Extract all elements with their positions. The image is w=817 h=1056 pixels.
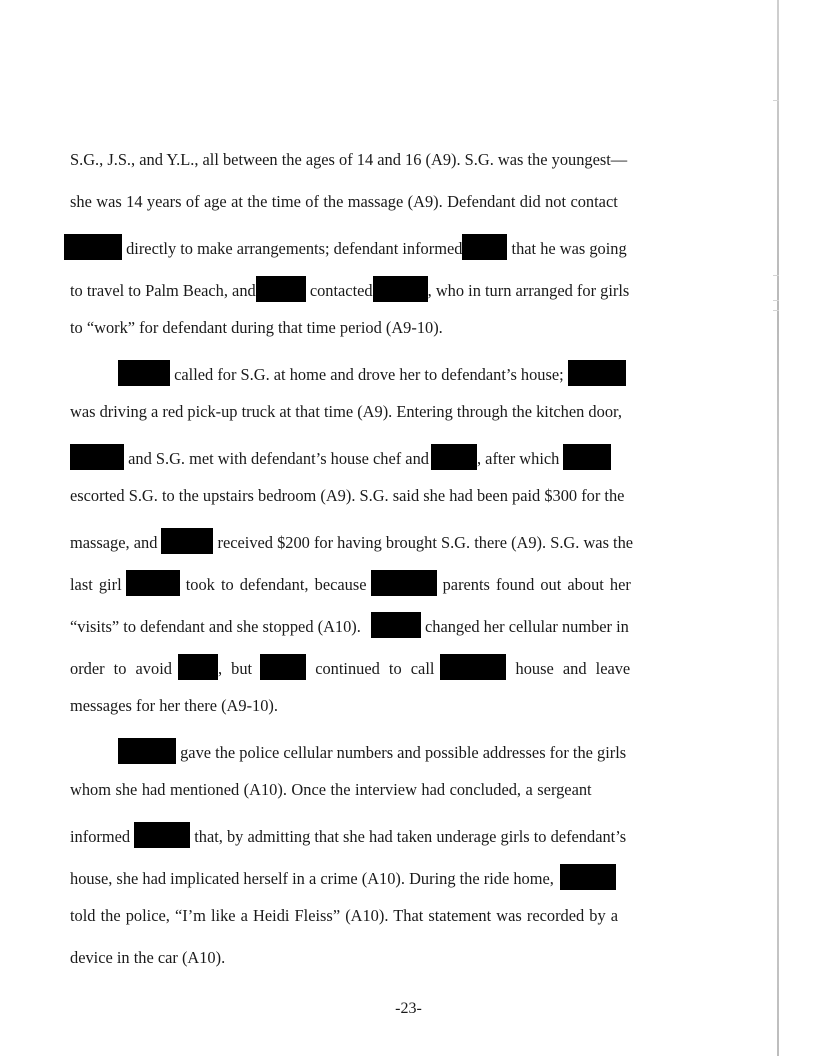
redaction-block — [118, 738, 176, 764]
text-run: whom she had mentioned (A10). Once the interview had concluded, a sergeant — [70, 780, 592, 799]
text-line — [70, 906, 618, 926]
text-run: continued to call — [306, 659, 435, 678]
text-line — [70, 528, 633, 554]
text-line — [70, 486, 624, 506]
text-line — [70, 402, 622, 422]
page-edge-mark — [773, 300, 779, 301]
text-run: parents found out about her — [436, 575, 631, 594]
text-run: directly to make arrangements; defendant informed — [122, 239, 463, 258]
text-run: she was 14 years of age at the time of the massage (A9). Defendant did not contact — [70, 192, 618, 211]
redaction-block — [560, 864, 616, 890]
redaction-block — [118, 360, 170, 386]
text-run: “visits” to defendant and she stopped (A10). — [70, 617, 361, 636]
redaction-block — [134, 822, 190, 848]
redaction-block — [70, 444, 124, 470]
redaction-block — [373, 276, 428, 302]
text-line — [118, 360, 626, 386]
page-edge-mark — [773, 100, 779, 101]
text-line — [70, 318, 443, 338]
text-run: massage, and — [70, 533, 158, 552]
redaction-block — [371, 612, 421, 638]
text-run: and S.G. met with defendant’s house chef and — [124, 449, 429, 468]
text-run: contacted — [305, 281, 373, 300]
text-run: that he was going — [507, 239, 627, 258]
text-run: , but — [217, 659, 253, 678]
text-line — [70, 822, 626, 848]
text-run: , after which — [476, 449, 560, 468]
text-line — [70, 654, 630, 680]
redaction-block — [568, 360, 626, 386]
text-run: received $200 for having brought S.G. there (A9). S.G. was the — [213, 533, 634, 552]
redaction-block — [462, 234, 507, 260]
text-run: called for S.G. at home and drove her to defendant’s house; — [170, 365, 564, 384]
text-line — [70, 276, 629, 302]
text-run: to travel to Palm Beach, and — [70, 281, 256, 300]
text-run: house and leave — [506, 659, 631, 678]
text-line — [70, 444, 611, 470]
redaction-block — [256, 276, 306, 302]
text-run: told the police, “I’m like a Heidi Fleiss” (A10). That statement was recorded by a — [70, 906, 619, 925]
text-run: order to avoid — [70, 659, 172, 678]
text-run: , who in turn arranged for girls — [427, 281, 630, 300]
text-line — [70, 696, 278, 716]
page-edge-mark — [773, 310, 779, 311]
text-run: device in the car (A10). — [70, 948, 226, 967]
text-run: messages for her there (A9-10). — [70, 696, 278, 715]
text-run: informed — [70, 827, 131, 846]
text-run: last girl — [70, 575, 122, 594]
redaction-block — [64, 234, 122, 260]
redaction-block — [431, 444, 477, 470]
text-run: took to defendant, because — [179, 575, 367, 594]
text-line — [70, 864, 616, 890]
text-line — [70, 150, 627, 170]
page-edge-mark — [773, 275, 779, 276]
text-run: house, she had implicated herself in a crime (A10). During the ride home, — [70, 869, 554, 888]
text-line — [70, 612, 629, 638]
redaction-block — [178, 654, 218, 680]
redaction-block — [161, 528, 213, 554]
redaction-block — [260, 654, 306, 680]
text-line — [64, 234, 627, 260]
page-number: -23- — [395, 1000, 422, 1017]
text-run: that, by admitting that she had taken underage girls to defendant’s — [190, 827, 627, 846]
text-line — [70, 780, 592, 800]
text-run: S.G., J.S., and Y.L., all between the ages of 14 and 16 (A9). S.G. was the youngest— — [70, 150, 628, 169]
text-line — [118, 738, 626, 764]
text-run: to “work” for defendant during that time period (A9-10). — [70, 318, 443, 337]
redaction-block — [563, 444, 611, 470]
text-line — [70, 948, 225, 968]
redaction-block — [126, 570, 180, 596]
text-run: was driving a red pick-up truck at that time (A9). Entering through the kitchen door, — [70, 402, 622, 421]
redaction-block — [440, 654, 506, 680]
text-line — [70, 570, 631, 596]
redaction-block — [371, 570, 437, 596]
text-run: gave the police cellular numbers and possible addresses for the girls — [176, 743, 627, 762]
text-run: changed her cellular number in — [420, 617, 629, 636]
page-edge — [777, 0, 779, 1056]
text-line — [70, 192, 618, 212]
text-run: escorted S.G. to the upstairs bedroom (A9). S.G. said she had been paid $300 for the — [70, 486, 625, 505]
